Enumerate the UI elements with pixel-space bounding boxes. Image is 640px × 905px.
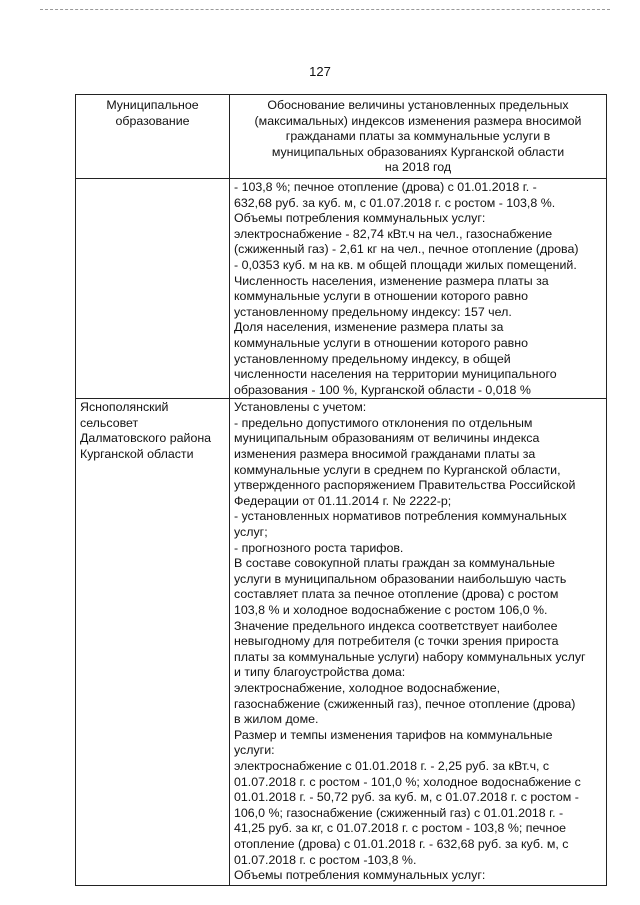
text-line: электроснабжение - 82,74 кВт.ч на чел., газоснабжение [234,226,553,241]
text-line: отопление (дрова) с 01.01.2018 г. - 632,68 руб. за куб. м, с [234,836,569,851]
text-line: Размер и темпы изменения тарифов на коммунальные [234,727,553,742]
text-line: утвержденного распоряжением Правительства Российской [234,478,576,493]
text-line: коммунальные услуги в отношении которого равно [234,289,528,304]
header-col2-line: муниципальных образованиях Курганской области [271,144,565,159]
text-line: 01.01.2018 г. - 50,72 руб. за куб. м, с 01.07.2018 г. с ростом - [234,790,579,805]
text-line: 01.07.2018 г. с ростом -103,8 %. [234,852,417,867]
text-line: газоснабжение (сжиженный газ), печное отопление (дрова) [234,696,576,711]
text-line: (сжиженный газ) - 2,61 кг на чел., печное отопление (дрова) [234,242,579,257]
header-col1-line: образование [115,113,190,128]
text-line: численности населения на территории муниципального [234,367,557,382]
text-line: - установленных нормативов потребления коммунальных [234,509,567,524]
municipality-line: Далматовского района [80,431,212,446]
text-line: В составе совокупной платы граждан за коммунальные [234,556,555,571]
text-line: Установлены с учетом: [234,400,367,415]
table-row-continuation [76,178,607,398]
text-line: коммунальные услуги в среднем по Курганской области, [234,462,561,477]
text-line: электроснабжение, холодное водоснабжение, [234,680,501,695]
text-line: установленному предельному индексу, в общей [234,351,511,366]
text-line: 01.07.2018 г. с ростом - 101,0 %; холодное водоснабжение с [234,774,581,789]
table-header-row [76,95,607,179]
municipality-line: сельсовет [80,415,139,430]
text-line: невыгодному для потребителя (с точки зрения прироста [234,634,559,649]
text-line: Доля населения, изменение размера платы за [234,320,504,335]
text-line: изменения размера вносимой гражданами платы за [234,447,536,462]
header-col1-line: Муниципальное [106,98,199,112]
text-line: коммунальные услуги в отношении которого равно [234,335,528,350]
municipality-line: Курганской области [80,447,194,462]
text-line: составляет плата за печное отопление (дрова) с ростом [234,587,559,602]
header-col2-line: (максимальных) индексов изменения размера вносимой [254,113,582,128]
text-line: муниципальным образованиям от величины индекса [234,431,540,446]
text-line: установленному предельному индексу: 157 чел. [234,304,512,319]
text-line: услуги в муниципальном образовании наибольшую часть [234,571,567,586]
header-col2-line: гражданами платы за коммунальные услуги в [285,129,551,144]
text-line: в жилом доме. [234,712,319,727]
header-col2-line: на 2018 год [384,160,452,175]
text-line: платы за коммунальные услуги) набору коммунальных услуг [234,649,586,664]
text-line: - предельно допустимого отклонения по отдельным [234,415,533,430]
municipality-cell [76,399,230,885]
text-line: - 103,8 %; печное отопление (дрова) с 01.01.2018 г. - [234,179,537,194]
justification-text-cell [230,399,607,885]
continuation-municipality-cell [76,178,230,398]
header-municipality [76,95,230,179]
text-line: 41,25 руб. за кг, с 01.07.2018 г. с ростом - 103,8 %; печное [234,821,567,836]
header-justification [230,95,607,179]
text-line: - прогнозного роста тарифов. [234,540,404,555]
text-line: и типу благоустройства дома: [234,665,406,680]
text-line: 632,68 руб. за куб. м, с 01.07.2018 г. с ростом - 103,8 %. [234,195,556,210]
text-line: электроснабжение с 01.01.2018 г. - 2,25 руб. за кВт.ч, с [234,758,550,773]
text-line: - 0,0353 куб. м на кв. м общей площади жилых помещений. [234,257,577,272]
text-line: Значение предельного индекса соответствует наиболее [234,618,558,633]
text-line: услуг; [234,525,268,540]
text-line: 106,0 %; газоснабжение (сжиженный газ) с 01.01.2018 г. - [234,805,564,820]
text-line: Объемы потребления коммунальных услуг: [234,211,486,226]
text-line: услуги: [234,743,275,758]
top-scan-rule [40,9,610,10]
text-line: Объемы потребления коммунальных услуг: [234,868,486,883]
municipality-line: Яснополянский [80,400,169,415]
table-row-yasnopolyansky [76,399,607,885]
text-line: Численность населения, изменение размера платы за [234,273,549,288]
page-number: 127 [309,64,331,79]
continuation-text-cell [230,178,607,398]
text-line: образования - 100 %, Курганской области - 0,018 % [234,382,531,397]
text-line: Федерации от 01.11.2014 г. № 2222-р; [234,493,452,508]
tariff-justification-table [75,94,607,886]
header-col2-line: Обоснование величины установленных предельных [267,98,569,112]
text-line: 103,8 % и холодное водоснабжение с ростом 106,0 %. [234,603,548,617]
